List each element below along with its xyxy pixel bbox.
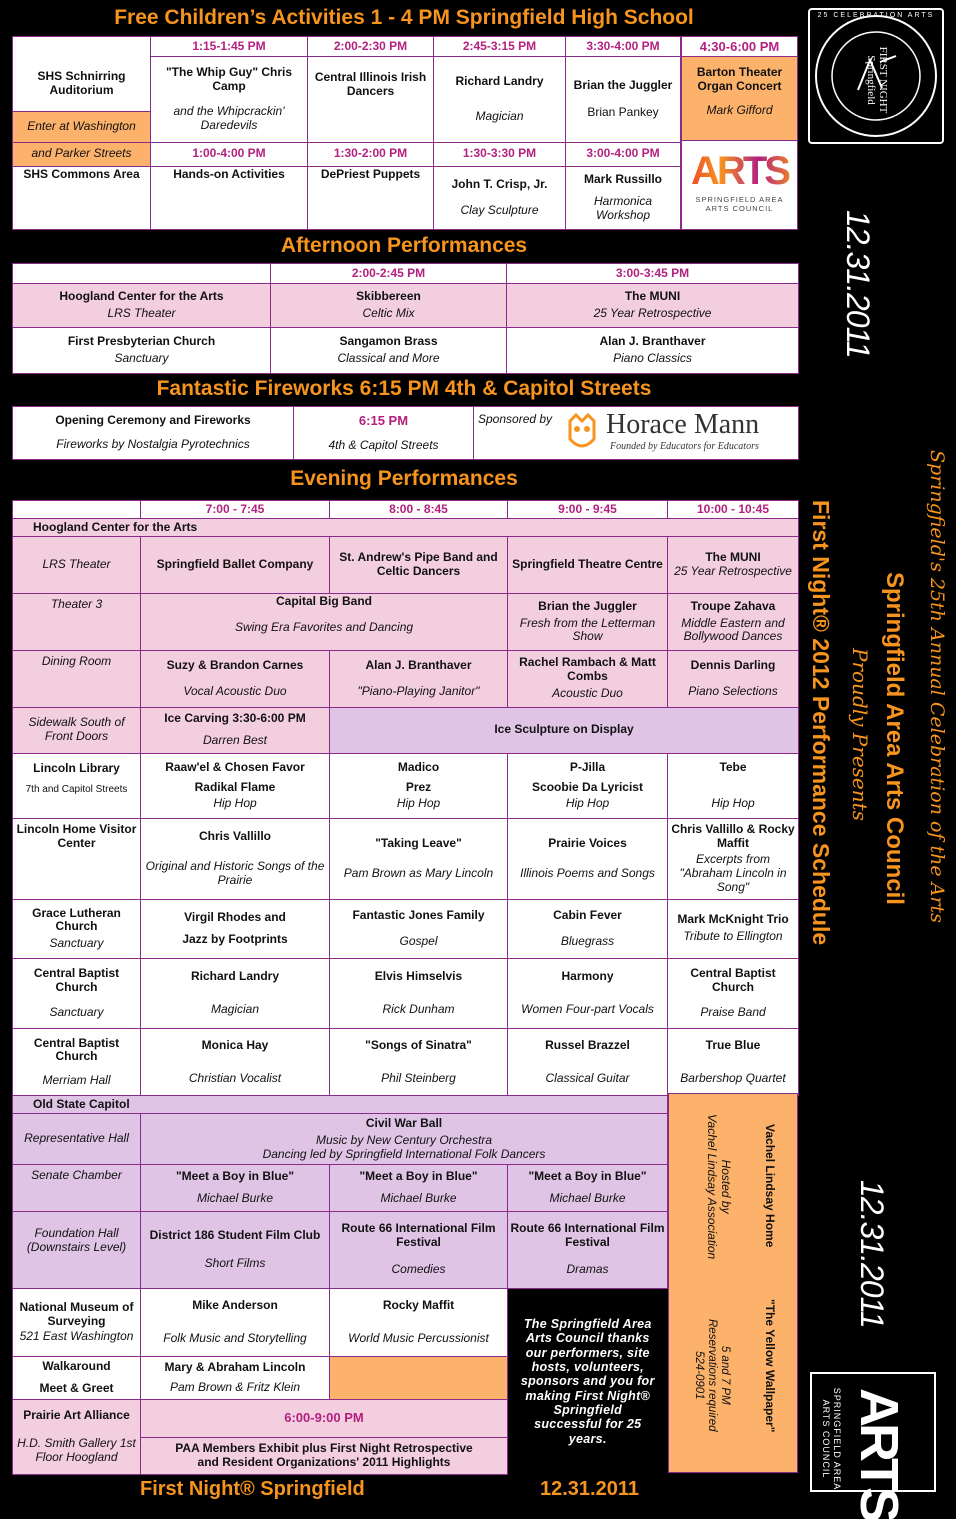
- side-presents: Proudly Presents: [848, 648, 872, 821]
- time-cell: 10:00 - 10:45: [668, 501, 799, 519]
- time-cell: 3:00-3:45 PM: [507, 264, 799, 284]
- room-cell: Dining Room: [13, 650, 141, 707]
- act-cell: Monica Hay Christian Vocalist: [141, 1029, 330, 1096]
- act-cell: Raaw'el & Chosen Favor Radikal Flame Hip Hop: [141, 754, 330, 819]
- venue-cell: SHS Commons Area: [13, 167, 151, 230]
- act-cell: Troupe Zahava Middle Eastern and Bollywood Dances: [668, 594, 799, 651]
- organ-concert-cell: Barton Theater Organ Concert Mark Gifford: [682, 57, 797, 141]
- children-table: [12, 36, 681, 230]
- time-cell: 9:00 - 9:45: [508, 501, 668, 519]
- act-cell: Springfield Ballet Company: [141, 537, 330, 594]
- side-schedule-title: First Night® 2012 Performance Schedule: [808, 500, 834, 946]
- act-cell: Mark McKnight Trio Tribute to Ellington: [668, 899, 799, 958]
- arts-council-logo: ARTS SPRINGFIELD AREA ARTS COUNCIL: [682, 141, 797, 227]
- paa-time: 6:00-9:00 PM: [141, 1399, 508, 1437]
- afternoon-heading: Afternoon Performances: [280, 234, 528, 257]
- venue-cell: National Museum of Surveying 521 East Washington: [13, 1288, 141, 1357]
- footer-title: First Night® Springfield: [140, 1478, 365, 1500]
- venue-cell: Lincoln Home Visitor Center: [13, 818, 141, 899]
- act-cell: Mark Russillo Harmonica Workshop: [566, 167, 681, 230]
- act-cell: Chris Vallillo & Rocky Maffit Excerpts from "Abraham Lincoln in Song": [668, 818, 799, 899]
- time-cell: 1:00-4:00 PM: [151, 142, 308, 166]
- venue-group-header: Hoogland Center for the Arts: [13, 519, 799, 537]
- side-date-bottom: 12.31.2011: [854, 1180, 890, 1328]
- act-cell: "Songs of Sinatra" Phil Steinberg: [330, 1029, 508, 1096]
- evening-heading: Evening Performances: [290, 467, 518, 490]
- act-cell: Fantastic Jones Family Gospel: [330, 899, 508, 958]
- time-cell: 3:00-4:00 PM: [566, 142, 681, 166]
- first-night-seal: FIRST NIGHT Springfield 25 CELEBRATION ARTS: [808, 8, 944, 144]
- act-cell: Rocky Maffit World Music Percussionist: [330, 1288, 508, 1357]
- room-cell: Senate Chamber: [13, 1165, 141, 1212]
- time-cell: 3:30-4:00 PM: [566, 37, 681, 57]
- act-cell: Suzy & Brandon Carnes Vocal Acoustic Duo: [141, 650, 330, 707]
- act-cell: Madico Prez Hip Hop: [330, 754, 508, 819]
- act-cell: Russel Brazzel Classical Guitar: [508, 1029, 668, 1096]
- time-cell: 2:00-2:30 PM: [308, 37, 434, 57]
- act-cell: St. Andrew's Pipe Band and Celtic Dancers: [330, 537, 508, 594]
- act-cell: "Meet a Boy in Blue" Michael Burke: [330, 1165, 508, 1212]
- paa-exhibit: PAA Members Exhibit plus First Night Retrospective and Resident Organizations' 2011 Highlights: [141, 1438, 508, 1475]
- act-cell: Richard Landry Magician: [141, 958, 330, 1029]
- act-cell: Dennis Darling Piano Selections: [668, 650, 799, 707]
- venue-cell: Lincoln Library 7th and Capitol Streets: [13, 754, 141, 819]
- act-cell: Route 66 International Film Festival Comedies: [330, 1211, 508, 1288]
- venue-cell: First Presbyterian Church Sanctuary: [13, 328, 271, 374]
- vachel-lindsay-box: Vachel Lindsay Home Hosted by Vachel Lindsay Association "The Yellow Wallpaper" 5 and 7 PM Reservations required 524-0901: [668, 1093, 798, 1473]
- time-cell: 7:00 - 7:45: [141, 501, 330, 519]
- act-cell: Cabin Fever Bluegrass: [508, 899, 668, 958]
- thanks-note: The Springfield Area Arts Council thanks our performers, site hosts, volunteers, sponsors and you for making First Night® Springfield successful for 25 years.: [508, 1288, 668, 1474]
- time-cell: 4:30-6:00 PM: [682, 37, 797, 57]
- venue-cell: SHS Schnirring Auditorium: [13, 57, 151, 112]
- act-cell: Virgil Rhodes and Jazz by Footprints: [141, 899, 330, 958]
- act-cell: The MUNI 25 Year Retrospective: [507, 284, 799, 328]
- act-cell: Chris Vallillo Original and Historic Songs of the Prairie: [141, 818, 330, 899]
- side-script-title: Springfield's 25th Annual Celebration of the Arts: [926, 450, 948, 923]
- act-cell: Sangamon Brass Classical and More: [271, 328, 507, 374]
- act-cell: Mary & Abraham Lincoln Pam Brown & Fritz Klein: [141, 1357, 330, 1400]
- venue-cell: Walkaround Meet & Greet: [13, 1357, 141, 1400]
- fireworks-heading: Fantastic Fireworks 6:15 PM 4th & Capitol Streets: [156, 377, 652, 400]
- act-cell: Hands-on Activities: [151, 167, 308, 230]
- entrance-note: and Parker Streets: [13, 142, 151, 166]
- children-extra-column: [681, 36, 798, 230]
- act-cell: P-Jilla Scoobie Da Lyricist Hip Hop: [508, 754, 668, 819]
- act-cell: Mike Anderson Folk Music and Storytelling: [141, 1288, 330, 1357]
- act-cell: Springfield Theatre Centre: [508, 537, 668, 594]
- venue-cell: Prairie Art Alliance H.D. Smith Gallery 1st Floor Hoogland: [13, 1399, 141, 1474]
- afternoon-table: [12, 263, 799, 374]
- time-cell: 1:30-3:30 PM: [434, 142, 566, 166]
- footer-date: 12.31.2011: [540, 1478, 639, 1500]
- time-cell: 1:30-2:00 PM: [308, 142, 434, 166]
- act-cell: DePriest Puppets: [308, 167, 434, 230]
- fireworks-table: [12, 406, 799, 460]
- act-cell: "Meet a Boy in Blue" Michael Burke: [508, 1165, 668, 1212]
- act-cell: Rachel Rambach & Matt Combs Acoustic Duo: [508, 650, 668, 707]
- act-cell: Elvis Himselvis Rick Dunham: [330, 958, 508, 1029]
- act-cell: Harmony Women Four-part Vocals: [508, 958, 668, 1029]
- act-cell: District 186 Student Film Club Short Films: [141, 1211, 330, 1288]
- time-cell: 2:45-3:15 PM: [434, 37, 566, 57]
- act-cell: Alan J. Branthaver Piano Classics: [507, 328, 799, 374]
- venue-cell: Grace Lutheran Church Sanctuary: [13, 899, 141, 958]
- act-cell: Tebe Hip Hop: [668, 754, 799, 819]
- act-cell: The MUNI 25 Year Retrospective: [668, 537, 799, 594]
- act-cell: Ice Sculpture on Display: [330, 707, 799, 754]
- act-cell: Civil War Ball Music by New Century Orchestra Dancing led by Springfield International Folk Dancers: [141, 1114, 668, 1165]
- act-cell: John T. Crisp, Jr. Clay Sculpture: [434, 167, 566, 230]
- act-cell: True Blue Barbershop Quartet: [668, 1029, 799, 1096]
- room-cell: Sidewalk South of Front Doors: [13, 707, 141, 754]
- time-cell: 2:00-2:45 PM: [271, 264, 507, 284]
- act-cell: Alan J. Branthaver "Piano-Playing Janitor": [330, 650, 508, 707]
- side-council-name: Springfield Area Arts Council: [881, 572, 908, 905]
- time-cell: 8:00 - 8:45: [330, 501, 508, 519]
- act-cell: Ice Carving 3:30-6:00 PM Darren Best: [141, 707, 330, 754]
- act-cell: Brian the Juggler Brian Pankey: [566, 57, 681, 142]
- act-cell: Route 66 International Film Festival Dramas: [508, 1211, 668, 1288]
- act-cell: "Taking Leave" Pam Brown as Mary Lincoln: [330, 818, 508, 899]
- venue-cell: Central Baptist Church Sanctuary: [13, 958, 141, 1029]
- time-cell: 1:15-1:45 PM: [151, 37, 308, 57]
- act-cell: Prairie Voices Illinois Poems and Songs: [508, 818, 668, 899]
- venue-cell: Central Baptist Church Merriam Hall: [13, 1029, 141, 1096]
- sponsor-cell: Sponsored by Horace Mann Founded by Educators for Educators: [474, 407, 799, 460]
- arts-council-logo-bottom: ARTS SPRINGFIELD AREA ARTS COUNCIL: [810, 1372, 936, 1492]
- fireworks-event: Opening Ceremony and Fireworks Fireworks by Nostalgia Pyrotechnics: [13, 407, 294, 460]
- room-cell: Theater 3: [13, 594, 141, 651]
- entrance-note: Enter at Washington: [13, 112, 151, 142]
- act-cell: Capital Big Band Swing Era Favorites and Dancing: [141, 594, 508, 651]
- children-heading: Free Children’s Activities 1 - 4 PM Springfield High School: [114, 6, 694, 29]
- act-cell: Central Illinois Irish Dancers: [308, 57, 434, 142]
- act-cell: "The Whip Guy" Chris Camp and the Whipcrackin' Daredevils: [151, 57, 308, 142]
- act-cell: "Meet a Boy in Blue" Michael Burke: [141, 1165, 330, 1212]
- fireworks-time: 6:15 PM 4th & Capitol Streets: [294, 407, 474, 460]
- room-cell: LRS Theater: [13, 537, 141, 594]
- room-cell: Foundation Hall (Downstairs Level): [13, 1211, 141, 1288]
- room-cell: Representative Hall: [13, 1114, 141, 1165]
- venue-cell: Hoogland Center for the Arts LRS Theater: [13, 284, 271, 328]
- act-cell: Brian the Juggler Fresh from the Letterman Show: [508, 594, 668, 651]
- act-cell: Richard Landry Magician: [434, 57, 566, 142]
- side-date-top: 12.31.2011: [840, 210, 876, 358]
- owl-icon: [566, 413, 598, 453]
- act-cell: Central Baptist Church Praise Band: [668, 958, 799, 1029]
- venue-group-header: Old State Capitol: [13, 1096, 668, 1114]
- act-cell: Skibbereen Celtic Mix: [271, 284, 507, 328]
